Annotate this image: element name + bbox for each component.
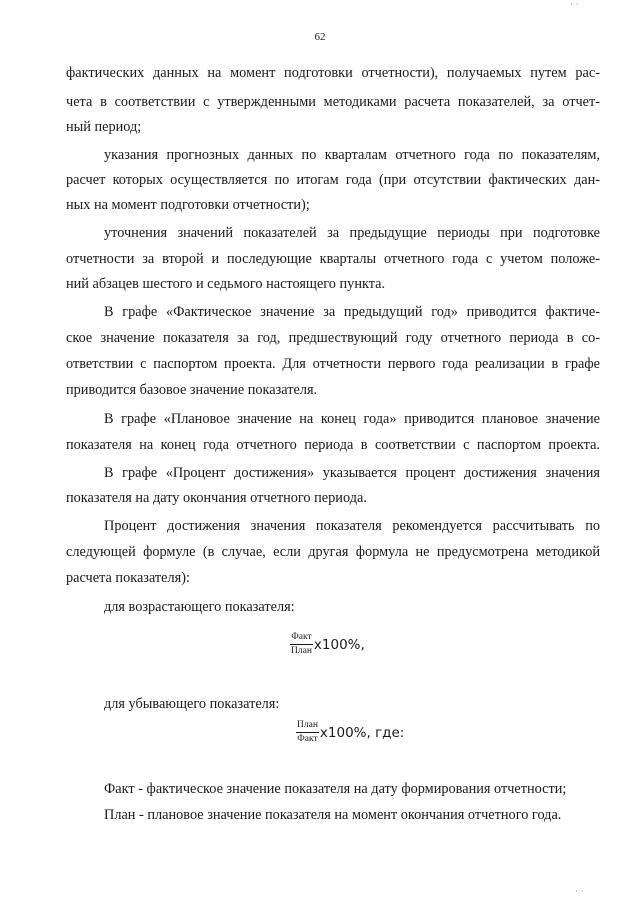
text-line: следующей формуле (в случае, если другая формула не предусмотрена методикой — [66, 544, 600, 560]
fraction-denominator: Факт — [297, 734, 318, 744]
fraction — [296, 720, 319, 745]
fraction — [290, 632, 313, 657]
text-line: расчета показателя): — [66, 570, 190, 586]
formula-multiplier: x100%, где: — [319, 724, 405, 741]
formula-decreasing — [296, 720, 404, 745]
text-line: ний абзацев шестого и седьмого настоящего пункта. — [66, 276, 386, 292]
text-line: ское значение показателя за год, предшествующий году отчетного периода в со- — [66, 330, 600, 346]
text-line: показателя на дату окончания отчетного периода. — [66, 490, 367, 506]
fraction-numerator: План — [296, 720, 319, 733]
page-number: 62 — [314, 31, 326, 43]
text-line: ответствии с паспортом проекта. Для отчетности первого года реализации в графе — [66, 356, 600, 372]
text-line: расчет которых осуществляется по итогам года (при отсутствии фактических дан- — [66, 172, 600, 188]
text-line: Факт - фактическое значение показателя на дату формирования отчетности; — [104, 781, 567, 797]
formula-multiplier: x100%, — [313, 636, 365, 653]
fraction-denominator: План — [291, 646, 312, 656]
text-line: уточнения значений показателей за предыдущие периоды при подготовке — [104, 225, 600, 241]
text-line: отчетности за второй и последующие кварталы отчетного года с учетом положе- — [66, 251, 600, 267]
formula-increasing — [290, 632, 365, 657]
text-line: В графе «Плановое значение на конец года» приводится плановое значение — [104, 411, 600, 427]
text-line: План - плановое значение показателя на момент окончания отчетного года. — [104, 807, 562, 823]
text-line: для убывающего показателя: — [104, 696, 280, 712]
text-line: показателя на конец года отчетного периода в соответствии с паспортом проекта. — [66, 437, 600, 453]
scan-mark-top: · · — [570, 0, 579, 10]
fraction-numerator: Факт — [290, 632, 312, 645]
text-line: В графе «Процент достижения» указывается процент достижения значения — [104, 465, 600, 481]
text-line: фактических данных на момент подготовки отчетности), получаемых путем рас- — [66, 65, 600, 81]
text-line: приводится базовое значение показателя. — [66, 382, 318, 398]
text-line: чета в соответствии с утвержденными методиками расчета показателей, за отчет- — [66, 94, 600, 110]
text-line: указания прогнозных данных по кварталам отчетного года по показателям, — [104, 147, 600, 163]
text-line: Процент достижения значения показателя рекомендуется рассчитывать по — [104, 518, 600, 534]
text-line: В графе «Фактическое значение за предыдущий год» приводится фактиче- — [104, 304, 600, 320]
text-line: для возрастающего показателя: — [104, 599, 295, 615]
scan-mark-bottom: · · — [575, 887, 584, 897]
text-line: ный период; — [66, 119, 142, 135]
text-line: ных на момент подготовки отчетности); — [66, 197, 310, 213]
